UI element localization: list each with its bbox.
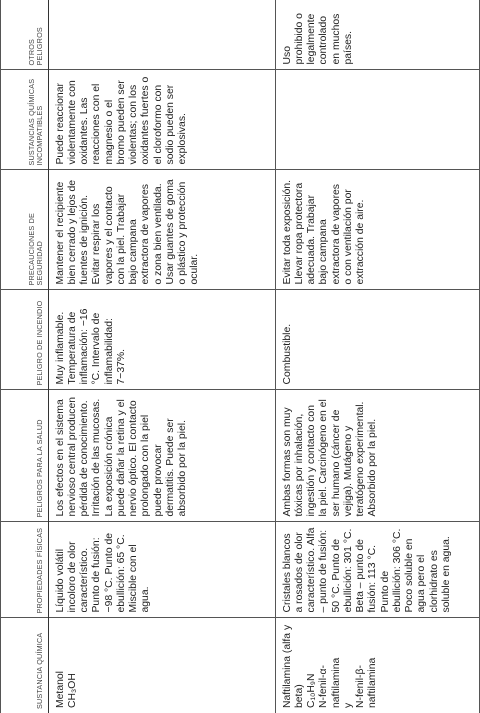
cell-substance: [275, 618, 480, 713]
header-substance: SUSTANCIA QUÍMICA: [0, 618, 48, 713]
table-top-rule: [0, 0, 1, 713]
cell-fire: Muy inflamable. Temperatura de inflamación: −16 °C. Intervalo de inflamabilidad: 7−37%.: [48, 290, 275, 390]
cell-substance: [48, 618, 275, 713]
header-properties: PROPIEDADES FÍSICAS: [0, 522, 48, 618]
substance-formula: C₁₀H₉N: [306, 673, 318, 708]
header-row: [0, 0, 48, 713]
cell-incompatible: [275, 70, 480, 170]
header-other: OTROS PELIGROS: [0, 0, 48, 70]
header-fire: PELIGRO DE INCENDIO: [0, 290, 48, 390]
cell-precautions: Evitar toda exposición. Llevar ropa protectora adecuada. Trabajar bajo campana extractora de vapores o con ventilación por extracción de aire.: [275, 170, 480, 290]
cell-other: [48, 0, 275, 70]
substance-alias: N-fenil-α-naftilamina: [318, 657, 342, 708]
substance-alias-conjunction: y: [342, 702, 354, 708]
cell-precautions: Mantener el recipiente bien cerrado y lejos de fuentes de ignición. Evitar respirar los vapores y el contacto con la piel. Trabajar bajo campana extractora de vapores o zona bien ventilada. Usar guantes de goma o plástico y protección ocular.: [48, 170, 275, 290]
substance-name: Naftilamina (alfa y beta): [281, 624, 305, 708]
cell-properties: Cristales blancos a rosados de olor característico. Alfa – punto de fusión: 50 °C. Punto de ebullición: 301 °C. Beta – punto de fusión: 113 °C. Punto de ebullición: 306 °C. Poco soluble en agua pero el clorhidrato es soluble en agua.: [275, 522, 480, 618]
cell-other: Uso prohibido o legalmente controlado en muchos países.: [281, 13, 354, 65]
cell-fire: Combustible.: [275, 290, 480, 390]
header-precautions: PRECAUCIONES DE SEGURIDAD: [0, 170, 48, 290]
cell-properties: Líquido volátil incoloro de olor característico. Punto de fusión: −98 °C. Punto de ebullición: 65 °C. Miscible con el agua.: [48, 522, 275, 618]
cell-health: Los efectos en el sistema nervioso central producen pérdida de conocimiento. Irritación de las mucosas. La exposición crónica puede dañar la retina y el nervio óptico. El contacto prolongado con la piel puede provocar dermatitis. Puede ser absorbido por la piel.: [48, 390, 275, 522]
cell-health: Ambas formas son muy tóxicas por inhalación, ingestión y contacto con la piel. Carcinógeno en el ser humano (cáncer de vejiga). Mutágeno y teratógeno experimental. Absorbido por la piel.: [275, 390, 480, 522]
substance-formula: CH₃OH: [66, 673, 78, 708]
table-row: [48, 0, 275, 713]
header-health: PELIGROS PARA LA SALUD: [0, 390, 48, 522]
cell-incompatible: Puede reaccionar violentamente con oxidantes. Las reacciones con el magnesio o el bromo pueden ser violentas; con los oxidantes fuertes o el cloroformo con sodio pueden ser explosivas.: [48, 70, 275, 170]
table-row: [275, 0, 480, 713]
header-incompatible: SUSTANCIAS QUÍMICAS INCOMPATIBLES: [0, 70, 48, 170]
substance-name: Metanol: [54, 671, 66, 708]
substance-alias: N-fenil-β-naftilamina: [355, 657, 379, 708]
